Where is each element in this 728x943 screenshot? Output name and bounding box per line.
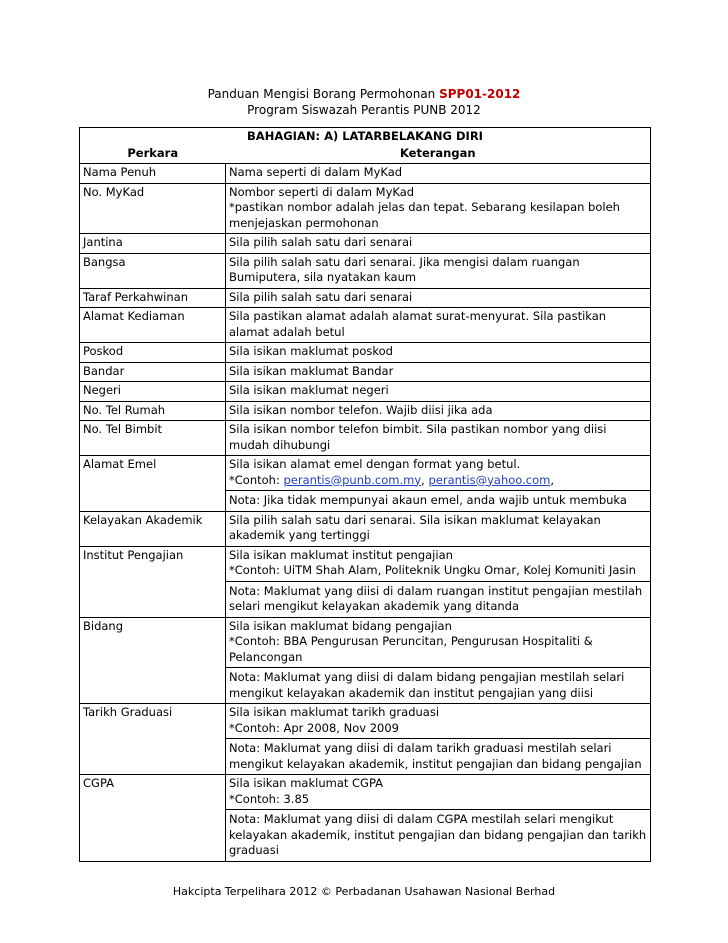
row-item: No. Tel Rumah: [80, 401, 226, 421]
header-title: Panduan Mengisi Borang Permohonan: [207, 87, 440, 101]
description-detail: *Contoh: 3.85: [229, 791, 310, 806]
row-item: No. MyKad: [80, 183, 226, 234]
description-text: Sila isikan nombor telefon bimbit. Sila pastikan nombor yang diisi mudah dihubungi: [229, 422, 607, 452]
email-link-yahoo[interactable]: perantis@yahoo.com: [428, 472, 551, 487]
email-example: [229, 473, 647, 489]
description-text: Nombor seperti di dalam MyKad: [229, 184, 415, 199]
row-item: Bidang: [80, 617, 226, 704]
description-note: Nota: Maklumat yang diisi di dalam tarikh graduasi mestilah selari mengikut kelayakan akademik, institut pengajian dan bidang pengajian: [226, 738, 650, 772]
table-row: [80, 288, 651, 308]
description-text: Sila isikan alamat emel dengan format yang betul.: [229, 457, 521, 471]
row-item: CGPA: [80, 775, 226, 862]
row-description: [226, 362, 651, 382]
table-row: [80, 456, 651, 512]
row-description: [226, 617, 651, 704]
table-row: [80, 617, 651, 704]
table-row: [80, 164, 651, 184]
description-text: Sila isikan nombor telefon. Wajib diisi jika ada: [229, 402, 493, 417]
table-row: [80, 253, 651, 288]
row-description: [226, 775, 651, 862]
email-separator: ,: [421, 472, 429, 487]
row-description: [226, 456, 651, 512]
description-detail: *Contoh: Apr 2008, Nov 2009: [229, 720, 399, 735]
row-description: [226, 343, 651, 363]
description-note: Nota: Maklumat yang diisi di dalam ruangan institut pengajian mestilah selari mengikut kelayakan akademik yang ditanda: [226, 581, 650, 615]
table-row: [80, 343, 651, 363]
table-body: [80, 164, 651, 862]
table-row: [80, 382, 651, 402]
description-text: Nama seperti di dalam MyKad: [229, 165, 403, 179]
guide-table: [79, 127, 651, 862]
table-row: [80, 511, 651, 546]
table-row: [80, 775, 651, 862]
column-header-keterangan: Keterangan: [226, 145, 651, 164]
header-line-2: Program Siswazah Perantis PUNB 2012: [247, 103, 481, 117]
description-detail: *Contoh: BBA Pengurusan Peruncitan, Pengurusan Hospitaliti & Pelancongan: [229, 634, 593, 664]
email-link-punb[interactable]: perantis@punb.com.my: [283, 472, 422, 487]
row-item: Tarikh Graduasi: [80, 704, 226, 775]
description-detail: *pastikan nombor adalah jelas dan tepat. Sebarang kesilapan boleh menjejaskan permohonan: [229, 200, 620, 230]
description-note: Nota: Jika tidak mempunyai akaun emel, anda wajib untuk membuka: [226, 490, 650, 509]
row-item: Negeri: [80, 382, 226, 402]
row-item: Poskod: [80, 343, 226, 363]
row-description: [226, 164, 651, 184]
row-item: Jantina: [80, 234, 226, 254]
row-item: Kelayakan Akademik: [80, 511, 226, 546]
description-text: Sila isikan maklumat tarikh graduasi: [229, 705, 440, 719]
row-description: [226, 704, 651, 775]
row-description: [226, 382, 651, 402]
row-item: Bangsa: [80, 253, 226, 288]
description-text: Sila pilih salah satu dari senarai. Sila isikan maklumat kelayakan akademik yang tertinggi: [229, 512, 601, 542]
description-detail: *Contoh: UiTM Shah Alam, Politeknik Ungku Omar, Kolej Komuniti Jasin: [229, 563, 636, 577]
row-item: Alamat Kediaman: [80, 308, 226, 343]
row-item: Taraf Perkahwinan: [80, 288, 226, 308]
description-note: Nota: Maklumat yang diisi di dalam bidang pengajian mestilah selari mengikut kelayakan akademik dan institut pengajian yang diisi: [226, 667, 650, 701]
row-description: [226, 546, 651, 617]
row-item: No. Tel Bimbit: [80, 421, 226, 456]
table-row: [80, 234, 651, 254]
example-prefix: *Contoh:: [229, 472, 284, 487]
description-text: Sila isikan maklumat Bandar: [229, 363, 394, 378]
row-item: Bandar: [80, 362, 226, 382]
description-text: Sila isikan maklumat poskod: [229, 344, 393, 358]
description-note: Nota: Maklumat yang diisi di dalam CGPA mestilah selari mengikut kelayakan akademik, institut pengajian dan bidang pengajian dan tarikh graduasi: [226, 809, 650, 859]
form-code: SPP01-2012: [439, 87, 521, 101]
email-end: ,: [550, 472, 555, 487]
table-row: [80, 362, 651, 382]
row-item: Institut Pengajian: [80, 546, 226, 617]
description-text: Sila isikan maklumat CGPA: [229, 776, 384, 790]
description-text: Sila isikan maklumat negeri: [229, 383, 389, 397]
document-header: [0, 86, 728, 118]
description-text: Sila isikan maklumat institut pengajian: [229, 547, 453, 562]
row-description: [226, 511, 651, 546]
table-row: [80, 546, 651, 617]
row-item: Nama Penuh: [80, 164, 226, 184]
description-text: Sila pastikan alamat adalah alamat surat-menyurat. Sila pastikan alamat adalah betul: [229, 309, 607, 339]
table-row: [80, 401, 651, 421]
table-row: [80, 421, 651, 456]
row-description: [226, 421, 651, 456]
row-description: [226, 308, 651, 343]
row-description: [226, 253, 651, 288]
description-text: Sila isikan maklumat bidang pengajian: [229, 618, 452, 633]
row-description: [226, 234, 651, 254]
header-line-1: [0, 86, 728, 102]
description-text: Sila pilih salah satu dari senarai: [229, 289, 413, 304]
description-text: Sila pilih salah satu dari senarai. Jika mengisi dalam ruangan Bumiputera, sila nyatakan kaum: [229, 254, 580, 284]
table-row: [80, 183, 651, 234]
column-header-perkara: Perkara: [80, 145, 226, 164]
section-title: BAHAGIAN: A) LATARBELAKANG DIRI: [80, 128, 651, 145]
table-row: [80, 704, 651, 775]
row-description: [226, 401, 651, 421]
description-text: Sila pilih salah satu dari senarai: [229, 235, 413, 249]
row-description: [226, 183, 651, 234]
row-item: Alamat Emel: [80, 456, 226, 512]
footer-copyright: Hakcipta Terpelihara 2012 © Perbadanan Usahawan Nasional Berhad: [172, 885, 556, 898]
table-row: [80, 308, 651, 343]
row-description: [226, 288, 651, 308]
